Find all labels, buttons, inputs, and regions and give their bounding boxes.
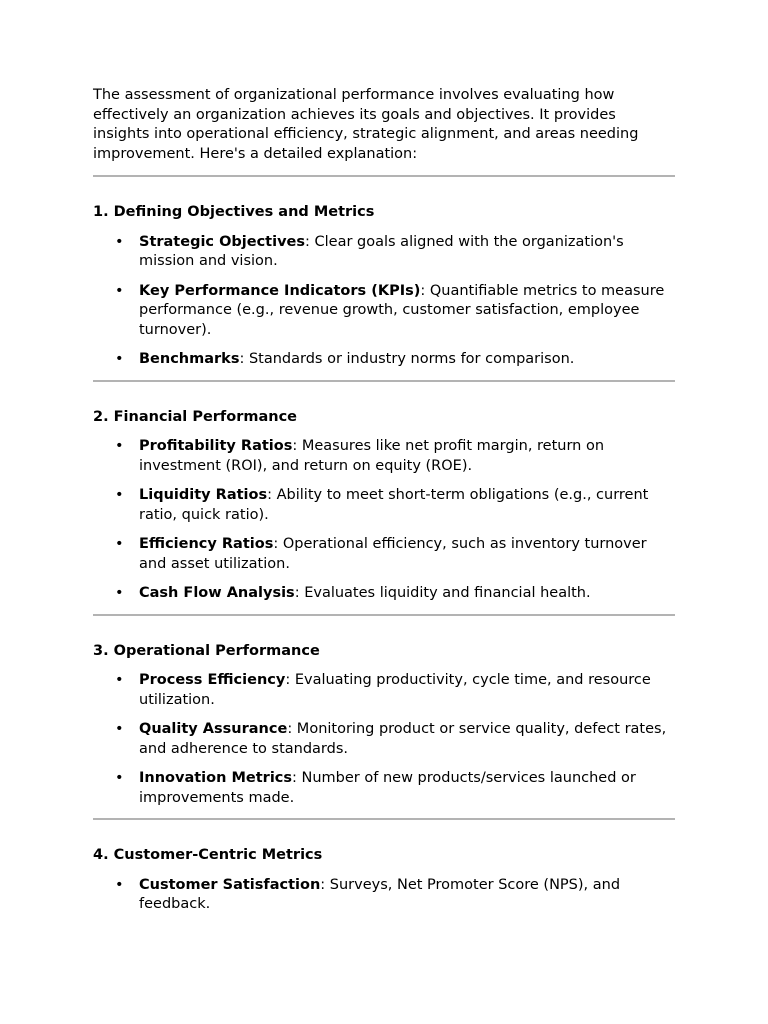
item-term: Customer Satisfaction — [139, 876, 321, 893]
item-description: : Quantifiable metrics to measure performance (e.g., revenue growth, customer satisfaction, employee turnover). — [139, 282, 665, 338]
item-description: : Standards or industry norms for comparison. — [239, 351, 575, 367]
bullet-list — [93, 437, 675, 604]
list-item — [93, 437, 674, 476]
divider — [93, 175, 675, 177]
section-1 — [93, 203, 675, 382]
item-term: Strategic Objectives — [139, 233, 305, 250]
list-item — [93, 584, 674, 604]
bullet-list — [93, 233, 675, 370]
bullet-icon: • — [115, 876, 124, 893]
bullet-icon: • — [115, 282, 124, 299]
bullet-icon: • — [115, 351, 124, 367]
item-term: Innovation Metrics — [139, 770, 293, 786]
list-item — [93, 769, 674, 808]
section-2 — [93, 408, 675, 616]
item-term: Process Efficiency — [139, 672, 286, 688]
bullet-icon: • — [115, 585, 124, 601]
item-term: Quality Assurance — [139, 721, 288, 737]
intro-paragraph: The assessment of organizational performance involves evaluating how effectively an organization achieves its goals and objectives. It provides insights into operational efficiency, strategic alignment, and areas needing improvement. Here's a detailed explanation: — [93, 87, 639, 162]
bullet-list — [93, 671, 675, 808]
item-description: : Operational efficiency, such as inventory turnover and asset utilization. — [139, 536, 647, 572]
item-description: : Evaluating productivity, cycle time, and resource utilization. — [139, 672, 651, 708]
item-term: Efficiency Ratios — [139, 536, 274, 552]
item-description: : Surveys, Net Promoter Score (NPS), and feedback. — [139, 876, 621, 912]
bullet-icon: • — [115, 438, 124, 454]
bullet-icon: • — [115, 672, 124, 688]
section-title: 4. Customer-Centric Metrics — [93, 847, 323, 863]
divider — [93, 380, 675, 382]
item-term: Liquidity Ratios — [139, 487, 268, 503]
section-4 — [93, 846, 675, 915]
section-title: 1. Defining Objectives and Metrics — [93, 204, 375, 220]
bullet-icon: • — [115, 487, 124, 503]
item-description: : Measures like net profit margin, return on investment (ROI), and return on equity (ROE). — [139, 438, 605, 474]
section-3 — [93, 642, 675, 821]
bullet-icon: • — [115, 233, 124, 250]
item-description: : Ability to meet short-term obligations (e.g., current ratio, quick ratio). — [139, 487, 649, 523]
bullet-list — [93, 876, 675, 915]
bullet-icon: • — [115, 721, 124, 737]
list-item — [93, 876, 674, 915]
list-item — [93, 282, 674, 341]
bullet-icon: • — [115, 770, 124, 786]
bullet-icon: • — [115, 536, 124, 552]
item-description: : Monitoring product or service quality, defect rates, and adherence to standards. — [139, 721, 667, 757]
list-item — [93, 535, 674, 574]
list-item — [93, 350, 674, 370]
item-description: : Number of new products/services launched or improvements made. — [139, 770, 636, 806]
item-description: : Clear goals aligned with the organization's mission and vision. — [139, 233, 624, 269]
divider — [93, 818, 675, 820]
list-item — [93, 720, 674, 759]
section-title: 2. Financial Performance — [93, 408, 297, 425]
list-item — [93, 486, 674, 525]
item-term: Benchmarks — [139, 351, 240, 367]
list-item — [93, 233, 674, 272]
item-term: Key Performance Indicators (KPIs) — [139, 282, 421, 299]
section-title: 3. Operational Performance — [93, 642, 320, 659]
item-term: Cash Flow Analysis — [139, 585, 295, 601]
divider — [93, 614, 675, 616]
item-description: : Evaluates liquidity and financial health. — [294, 585, 591, 601]
item-term: Profitability Ratios — [139, 438, 293, 454]
list-item — [93, 671, 674, 710]
